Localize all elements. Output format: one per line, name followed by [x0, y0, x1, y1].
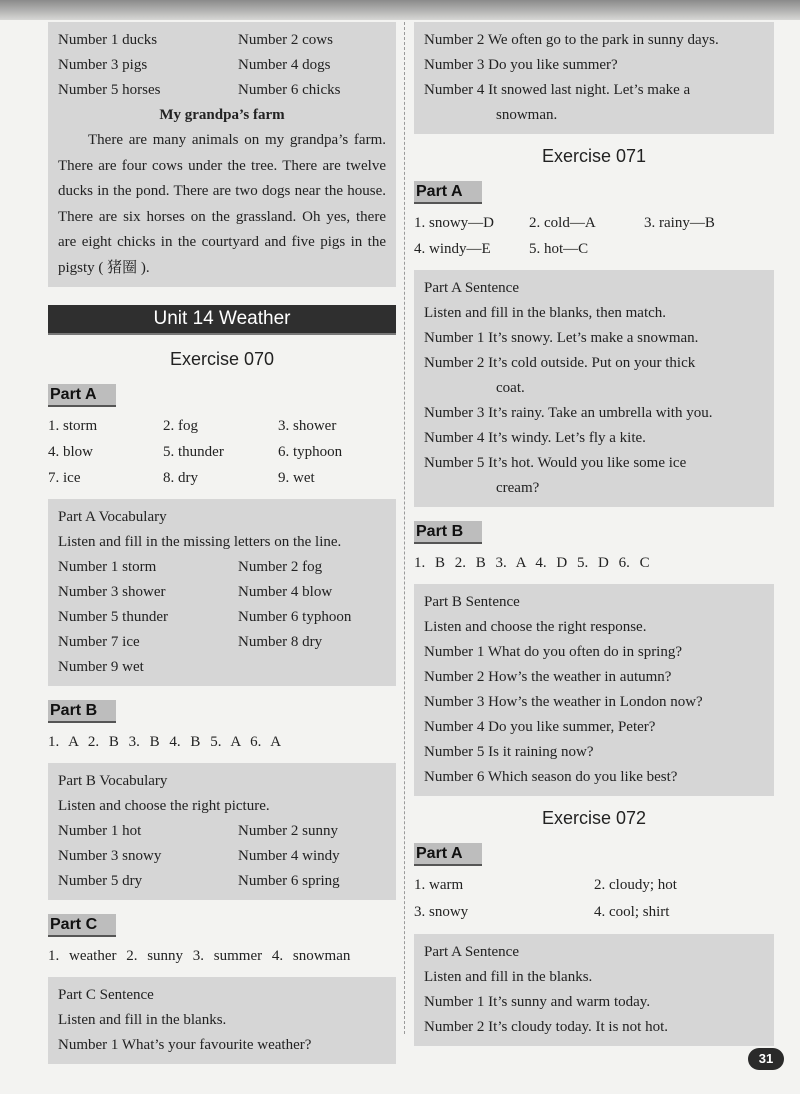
sentence-line: Number 3 It’s rainy. Take an umbrella with you.: [424, 405, 713, 421]
answer-item: 4. cool; shirt: [594, 904, 670, 920]
answer-item: 5. thunder: [163, 444, 224, 460]
sentence-continuation: snowman.: [496, 107, 558, 123]
exercise-title: Exercise 071: [541, 146, 647, 166]
box-instruction: Listen and fill in the blanks.: [58, 1012, 227, 1028]
answer-item: 8. dry: [163, 470, 198, 486]
number-item: Number 2 cows: [238, 32, 333, 48]
farm-listening-box: [48, 22, 396, 287]
sentence-line: Number 1 It’s sunny and warm today.: [424, 994, 651, 1010]
number-item: Number 2 fog: [238, 559, 323, 575]
unit-banner: Unit 14 Weather: [48, 305, 396, 335]
part-c-answers: 1. weather 2. sunny 3. summer 4. snowman: [48, 948, 351, 964]
column-divider: [404, 22, 405, 1034]
answer-row: [414, 210, 774, 236]
answer-row: [414, 236, 774, 262]
number-item: Number 1 hot: [58, 823, 142, 839]
answer-item: 1. snowy—D: [414, 215, 495, 231]
sentence-line: Number 1 It’s snowy. Let’s make a snowman.: [424, 330, 699, 346]
part-a-vocabulary-box: [48, 499, 396, 686]
exercise-title: Exercise 072: [541, 808, 647, 828]
page-top-edge: [0, 0, 800, 20]
answer-item: 2. cloudy; hot: [594, 877, 677, 893]
box-heading: Part B Vocabulary: [58, 773, 168, 789]
number-row: [58, 53, 386, 78]
answer-item: 2. fog: [163, 418, 198, 434]
number-item: Number 4 windy: [238, 848, 340, 864]
number-row: [58, 580, 386, 605]
answer-item: 7. ice: [48, 470, 81, 486]
part-a-label: Part A: [48, 384, 116, 407]
box-heading: Part A Sentence: [424, 280, 519, 296]
sentence-line: Number 4 Do you like summer, Peter?: [424, 719, 656, 735]
answer-item: [644, 236, 759, 262]
sentence-continuation: cream?: [496, 480, 540, 496]
number-item: Number 4 dogs: [238, 57, 331, 73]
number-row: [58, 819, 386, 844]
number-item: Number 6 typhoon: [238, 609, 352, 625]
answer-item: 6. typhoon: [278, 444, 343, 460]
number-item: Number 1 ducks: [58, 32, 158, 48]
sentence-continuation: coat.: [496, 380, 525, 396]
number-row: [58, 78, 386, 103]
part-a-sentence-box: [414, 270, 774, 507]
answer-item: 4. windy—E: [414, 241, 491, 257]
answer-item: 1. storm: [48, 418, 98, 434]
part-b-label: Part B: [414, 521, 482, 544]
box-heading: Part C Sentence: [58, 987, 154, 1003]
box-instruction: Listen and fill in the missing letters on the line.: [58, 534, 342, 550]
sentence-line: Number 2 It’s cloudy today. It is not hot.: [424, 1019, 668, 1035]
part-b-answers: 1. B 2. B 3. A 4. D 5. D 6. C: [414, 555, 650, 571]
right-column: [414, 22, 774, 1056]
answer-item: 3. rainy—B: [644, 215, 715, 231]
number-row: [58, 605, 386, 630]
page-number-badge: 31: [748, 1048, 784, 1070]
number-row: [58, 28, 386, 53]
box-instruction: Listen and fill in the blanks.: [424, 969, 593, 985]
number-item: Number 3 shower: [58, 584, 166, 600]
number-item: Number 3 pigs: [58, 57, 148, 73]
number-item: Number 5 dry: [58, 873, 143, 889]
passage-text: There are many animals on my grandpa’s farm. There are four cows under the tree. There are twelve ducks in the pond. There are two dogs near the house. There are six horses on the grassland. Oh yes, there are eight chicks in the courtyard and five pigs in the pigsty ( 猪圈 ).: [58, 132, 386, 276]
box-instruction: Listen and fill in the blanks, then match.: [424, 305, 667, 321]
sentence-line: Number 2 We often go to the park in sunny days.: [424, 32, 719, 48]
passage-title: My grandpa’s farm: [159, 107, 285, 123]
number-item: Number 1 storm: [58, 559, 157, 575]
part-c-sentence-box: [48, 977, 396, 1064]
number-item: Number 7 ice: [58, 634, 140, 650]
box-instruction: Listen and choose the right response.: [424, 619, 647, 635]
sentence-line: Number 1 What’s your favourite weather?: [58, 1037, 312, 1053]
part-b-vocabulary-box: [48, 763, 396, 900]
answer-item: 9. wet: [278, 470, 315, 486]
number-item: Number 8 dry: [238, 634, 323, 650]
part-a-label: Part A: [414, 181, 482, 204]
number-item: Number 3 snowy: [58, 848, 162, 864]
answer-item: 5. hot—C: [529, 241, 589, 257]
answer-item: 4. blow: [48, 444, 93, 460]
answer-row: [48, 413, 396, 439]
answer-item: 2. cold—A: [529, 215, 596, 231]
sentence-line: Number 3 How’s the weather in London now?: [424, 694, 703, 710]
sentence-line: Number 2 It’s cold outside. Put on your thick: [424, 355, 696, 371]
sentence-line: Number 5 Is it raining now?: [424, 744, 594, 760]
answer-row: [414, 872, 774, 899]
part-b-label: Part B: [48, 700, 116, 723]
continued-sentence-box: [414, 22, 774, 134]
number-item: Number 4 blow: [238, 584, 333, 600]
answer-item: 1. warm: [414, 877, 464, 893]
box-instruction: Listen and choose the right picture.: [58, 798, 270, 814]
part-a-sentence-box: [414, 934, 774, 1046]
box-heading: Part A Vocabulary: [58, 509, 167, 525]
box-heading: Part A Sentence: [424, 944, 519, 960]
number-item: Number 9 wet: [58, 659, 144, 675]
number-row: [58, 655, 386, 680]
answer-item: 3. snowy: [414, 904, 469, 920]
left-column: [48, 22, 396, 1074]
answer-row: [48, 465, 396, 491]
box-heading: Part B Sentence: [424, 594, 520, 610]
part-a-label: Part A: [414, 843, 482, 866]
sentence-line: Number 6 Which season do you like best?: [424, 769, 678, 785]
sentence-line: Number 2 How’s the weather in autumn?: [424, 669, 672, 685]
sentence-line: Number 3 Do you like summer?: [424, 57, 618, 73]
sentence-line: Number 5 It’s hot. Would you like some ice: [424, 455, 687, 471]
answer-item: 3. shower: [278, 418, 337, 434]
number-item: Number 6 spring: [238, 873, 340, 889]
number-row: [58, 630, 386, 655]
number-row: [58, 869, 386, 894]
number-item: Number 5 thunder: [58, 609, 168, 625]
part-b-sentence-box: [414, 584, 774, 796]
part-c-label: Part C: [48, 914, 116, 937]
sentence-line: Number 4 It snowed last night. Let’s make a: [424, 82, 691, 98]
number-row: [58, 844, 386, 869]
number-item: Number 5 horses: [58, 82, 161, 98]
answer-row: [414, 899, 774, 926]
exercise-title: Exercise 070: [169, 349, 275, 369]
number-item: Number 6 chicks: [238, 82, 341, 98]
number-row: [58, 555, 386, 580]
sentence-line: Number 4 It’s windy. Let’s fly a kite.: [424, 430, 646, 446]
part-b-answers: 1. A 2. B 3. B 4. B 5. A 6. A: [48, 734, 282, 750]
sentence-line: Number 1 What do you often do in spring?: [424, 644, 683, 660]
answer-row: [48, 439, 396, 465]
number-item: Number 2 sunny: [238, 823, 338, 839]
